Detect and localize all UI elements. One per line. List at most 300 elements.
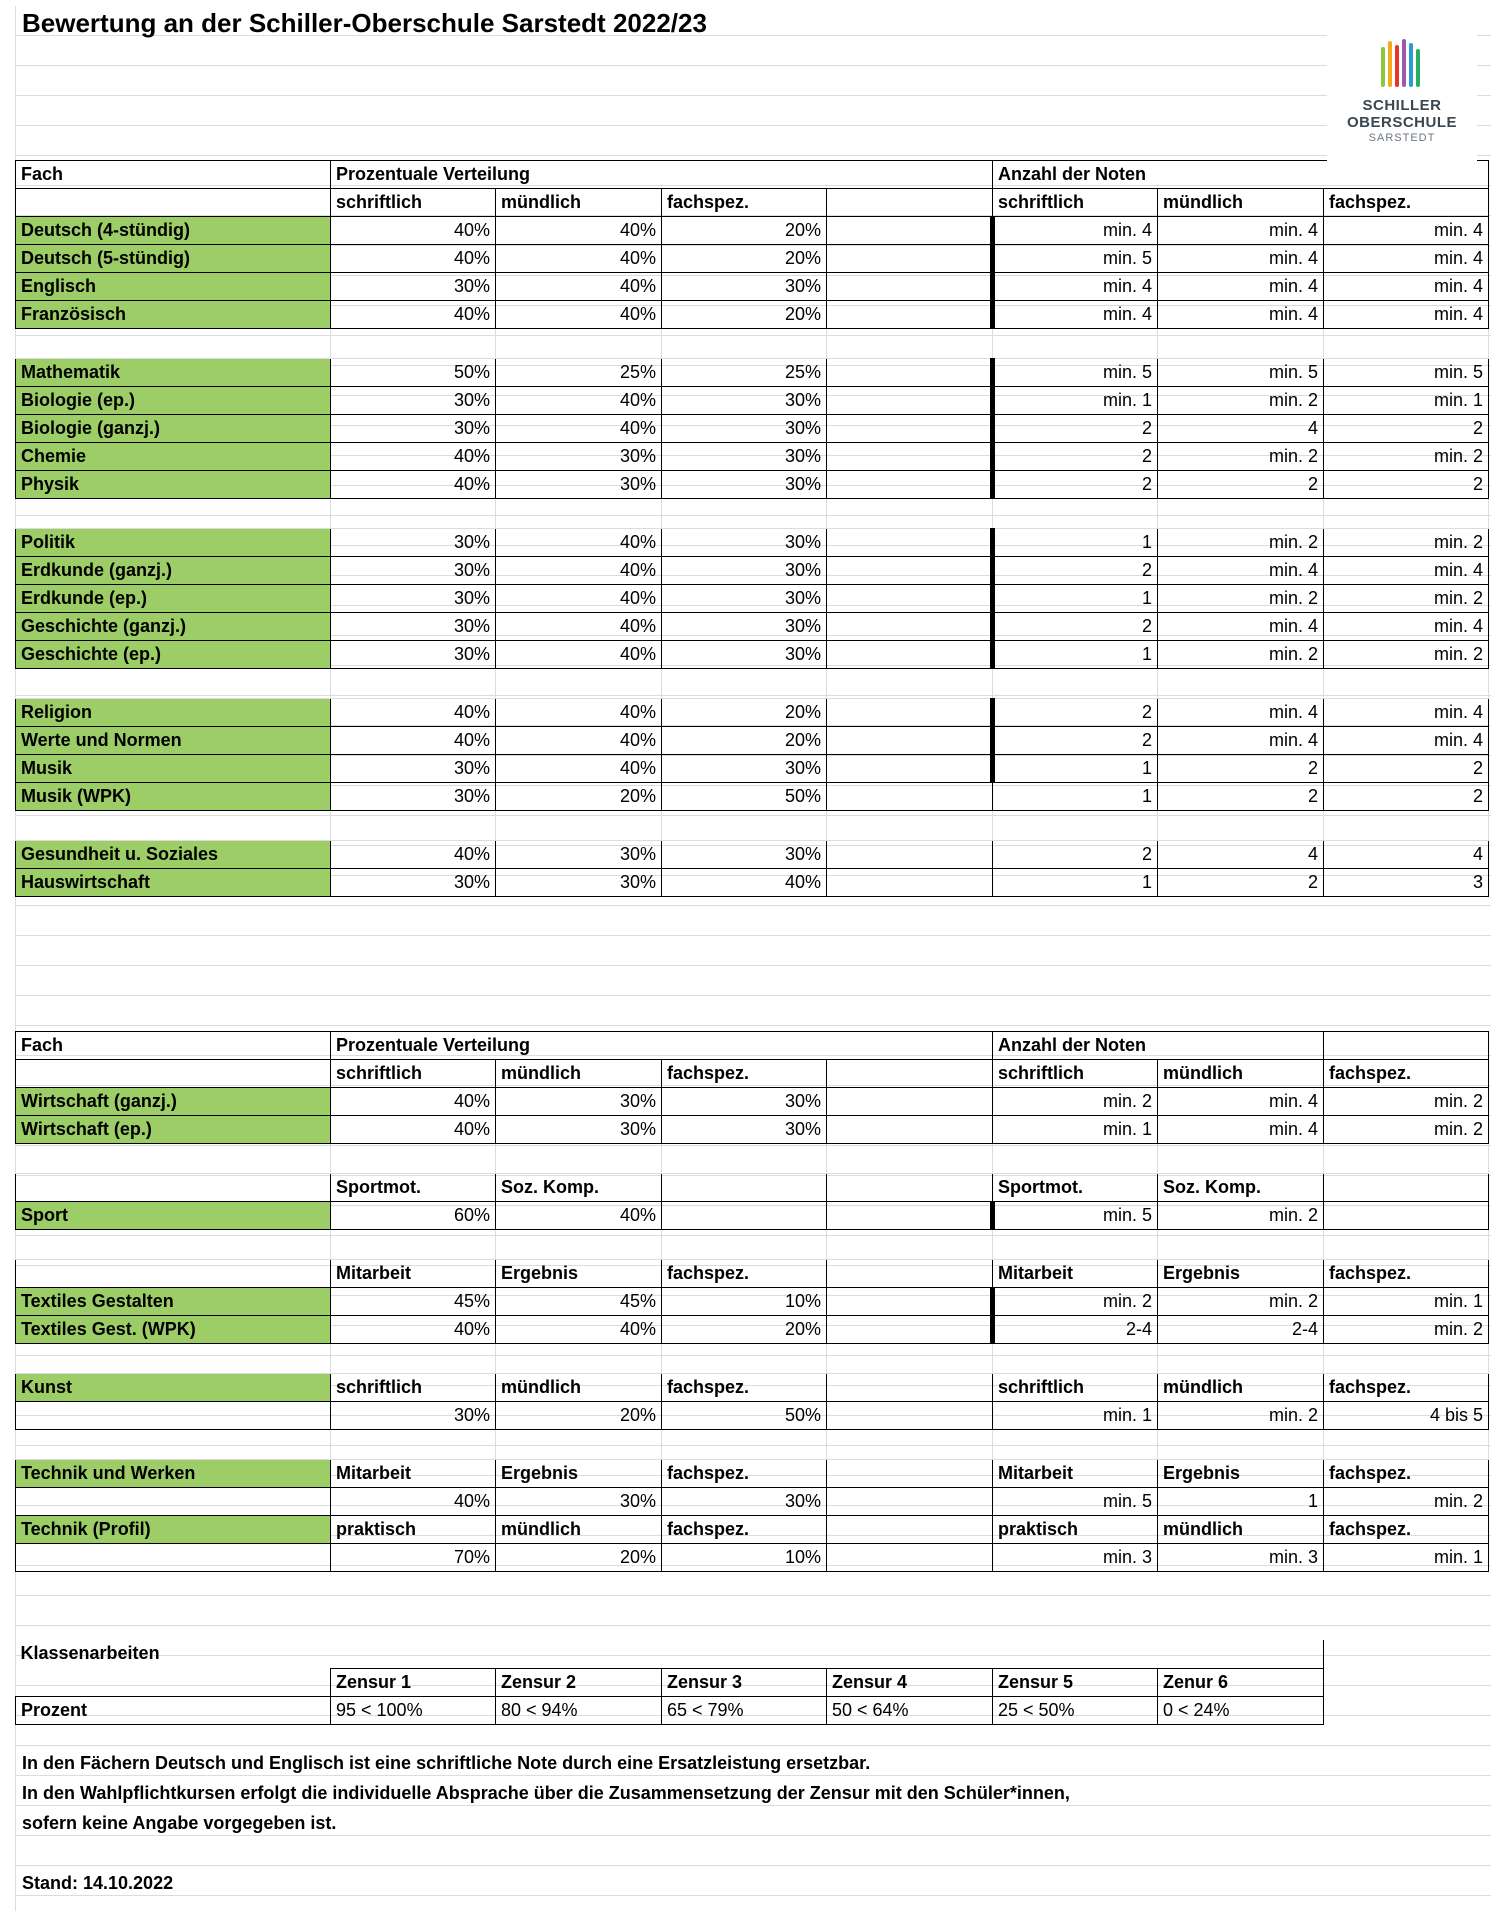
count-cell: min. 2 <box>1324 529 1489 557</box>
subject-name: Englisch <box>16 273 331 301</box>
percent-cell: 40% <box>496 755 662 783</box>
table-row <box>16 755 1489 783</box>
percent-cell: 40% <box>331 841 496 869</box>
subheader-count-schriftlich: schriftlich <box>993 1060 1158 1088</box>
count-cell: min. 5 <box>993 1488 1158 1516</box>
percent-cell: 30% <box>662 755 827 783</box>
subject-name: Physik <box>16 471 331 499</box>
empty-cell <box>1324 669 1489 699</box>
klassen-label-row <box>16 1640 1324 1668</box>
subject-name: Musik (WPK) <box>16 783 331 811</box>
spacer-row <box>16 1430 1489 1460</box>
empty-cell <box>827 557 993 585</box>
percent-cell: 40% <box>331 245 496 273</box>
subheader-cell: mündlich <box>1158 1374 1324 1402</box>
percent-cell: 20% <box>662 217 827 245</box>
count-cell: 1 <box>993 641 1158 669</box>
percent-cell: 40% <box>331 1488 496 1516</box>
empty-cell <box>827 217 993 245</box>
table-row <box>16 1116 1489 1144</box>
subject-name: Geschichte (ep.) <box>16 641 331 669</box>
count-cell: 1 <box>993 529 1158 557</box>
percent-cell: 30% <box>331 869 496 897</box>
count-cell: min. 4 <box>1324 557 1489 585</box>
stand-date: Stand: 14.10.2022 <box>22 1873 174 1893</box>
count-cell: 1 <box>1158 1488 1324 1516</box>
empty-cell <box>827 415 993 443</box>
table-row <box>16 1316 1489 1344</box>
count-cell: min. 4 <box>1158 217 1324 245</box>
subject-name: Deutsch (4-stündig) <box>16 217 331 245</box>
subject-header-row <box>16 1374 1489 1402</box>
percent-cell: 30% <box>662 529 827 557</box>
count-cell: min. 2 <box>1158 387 1324 415</box>
subject-header-row <box>16 1516 1489 1544</box>
count-cell: min. 4 <box>993 301 1158 329</box>
subject-header-row <box>16 1460 1489 1488</box>
subheader-fachspez: fachspez. <box>662 1060 827 1088</box>
zensur-head: Zenur 6 <box>1158 1668 1324 1696</box>
subheader-cell: Ergebnis <box>1158 1260 1324 1288</box>
empty-cell <box>662 499 827 529</box>
table-row <box>16 841 1489 869</box>
empty-cell <box>993 1430 1158 1460</box>
percent-cell: 30% <box>662 1488 827 1516</box>
subheader-sportmot: Sportmot. <box>331 1174 496 1202</box>
empty-cell <box>16 189 331 217</box>
count-cell: 2 <box>993 443 1158 471</box>
percent-cell: 30% <box>331 557 496 585</box>
subheader-cell: Mitarbeit <box>331 1460 496 1488</box>
empty-cell <box>16 1144 331 1174</box>
empty-cell <box>1324 329 1489 359</box>
percent-cell: 10% <box>662 1544 827 1572</box>
percent-cell: 20% <box>662 1316 827 1344</box>
percent-cell: 30% <box>331 415 496 443</box>
empty-cell <box>827 1060 993 1088</box>
percent-cell: 30% <box>496 1488 662 1516</box>
subheader-cell: fachspez. <box>1324 1516 1489 1544</box>
empty-cell <box>827 811 993 841</box>
empty-cell <box>827 727 993 755</box>
empty-cell <box>827 841 993 869</box>
subject-name: Textiles Gestalten <box>16 1288 331 1316</box>
empty-cell <box>1324 1032 1489 1060</box>
subheader-count-fachspez: fachspez. <box>1324 1060 1489 1088</box>
count-cell: min. 4 <box>1324 301 1489 329</box>
empty-cell <box>16 1544 331 1572</box>
empty-cell <box>16 1668 331 1696</box>
percent-cell: 30% <box>496 471 662 499</box>
subheader-soz-komp: Soz. Komp. <box>496 1174 662 1202</box>
empty-cell <box>827 189 993 217</box>
klassen-row-label: Prozent <box>16 1696 331 1724</box>
percent-cell: 30% <box>331 387 496 415</box>
empty-cell <box>496 669 662 699</box>
header-fach: Fach <box>16 161 331 189</box>
empty-cell <box>827 1344 993 1374</box>
percent-cell: 40% <box>496 415 662 443</box>
subject-name: Religion <box>16 699 331 727</box>
empty-cell <box>1158 1230 1324 1260</box>
table-row <box>16 359 1489 387</box>
count-cell: min. 2 <box>1324 1488 1489 1516</box>
count-cell: min. 2 <box>993 1288 1158 1316</box>
table-header-row <box>16 161 1489 189</box>
empty-cell <box>1158 1344 1324 1374</box>
count-cell: min. 5 <box>993 359 1158 387</box>
percent-cell: 40% <box>496 273 662 301</box>
empty-cell <box>827 245 993 273</box>
table-row <box>16 1088 1489 1116</box>
empty-cell <box>827 1202 993 1230</box>
table-row <box>16 217 1489 245</box>
empty-cell <box>662 1344 827 1374</box>
subject-name: Deutsch (5-stündig) <box>16 245 331 273</box>
zensur-head: Zensur 2 <box>496 1668 662 1696</box>
school-logo <box>1327 25 1477 165</box>
subheader-cell: fachspez. <box>1324 1374 1489 1402</box>
empty-cell <box>331 1230 496 1260</box>
empty-cell <box>1324 1174 1489 1202</box>
table-row <box>16 727 1489 755</box>
empty-cell <box>662 329 827 359</box>
count-cell: min. 2 <box>1324 585 1489 613</box>
empty-cell <box>16 499 331 529</box>
empty-cell <box>1324 1144 1489 1174</box>
table-subheader-row <box>16 1060 1489 1088</box>
percent-cell: 30% <box>331 613 496 641</box>
empty-cell <box>827 1488 993 1516</box>
percent-cell: 30% <box>662 387 827 415</box>
empty-cell <box>827 1316 993 1344</box>
empty-cell <box>331 1430 496 1460</box>
empty-cell <box>496 499 662 529</box>
count-cell: min. 1 <box>993 1402 1158 1430</box>
count-cell: min. 4 <box>1158 301 1324 329</box>
count-cell: min. 5 <box>1324 359 1489 387</box>
subheader-cell: fachspez. <box>662 1460 827 1488</box>
subheader-count-soz-komp: Soz. Komp. <box>1158 1174 1324 1202</box>
subheader-cell: fachspez. <box>1324 1260 1489 1288</box>
count-cell: min. 1 <box>1324 1544 1489 1572</box>
percent-cell: 40% <box>331 727 496 755</box>
header-prozent: Prozentuale Verteilung <box>331 1032 993 1060</box>
subject-name: Wirtschaft (ganzj.) <box>16 1088 331 1116</box>
grading-table-main <box>15 160 1489 897</box>
subheader-count-muendlich: mündlich <box>1158 1060 1324 1088</box>
empty-cell <box>16 669 331 699</box>
spacer-row <box>16 811 1489 841</box>
count-cell: 1 <box>993 869 1158 897</box>
subject-name: Gesundheit u. Soziales <box>16 841 331 869</box>
percent-cell: 40% <box>331 699 496 727</box>
percent-cell: 50% <box>331 359 496 387</box>
percent-cell: 30% <box>662 1116 827 1144</box>
percent-cell: 40% <box>496 557 662 585</box>
table-row <box>16 1202 1489 1230</box>
empty-cell <box>496 811 662 841</box>
percent-cell: 40% <box>331 1088 496 1116</box>
count-cell: 2 <box>993 841 1158 869</box>
count-cell: 2-4 <box>993 1316 1158 1344</box>
percent-cell: 30% <box>331 273 496 301</box>
empty-cell <box>16 1430 331 1460</box>
count-cell: min. 4 <box>1158 557 1324 585</box>
empty-cell <box>827 1088 993 1116</box>
subject-name: Erdkunde (ep.) <box>16 585 331 613</box>
empty-cell <box>1324 1230 1489 1260</box>
empty-cell <box>1158 1144 1324 1174</box>
empty-cell <box>827 387 993 415</box>
percent-cell: 40% <box>496 217 662 245</box>
empty-cell <box>827 585 993 613</box>
subheader-cell: mündlich <box>496 1374 662 1402</box>
percent-cell: 50% <box>662 783 827 811</box>
percent-cell: 30% <box>496 841 662 869</box>
count-cell: min. 4 <box>1158 1116 1324 1144</box>
percent-cell: 30% <box>331 641 496 669</box>
count-cell: min. 2 <box>1158 443 1324 471</box>
count-cell: min. 2 <box>1324 641 1489 669</box>
subheader-cell: praktisch <box>993 1516 1158 1544</box>
empty-cell <box>331 1144 496 1174</box>
count-cell: 4 <box>1158 841 1324 869</box>
empty-cell <box>827 359 993 387</box>
empty-cell <box>16 1174 331 1202</box>
percent-cell: 30% <box>496 1088 662 1116</box>
empty-cell <box>1158 811 1324 841</box>
header-anzahl: Anzahl der Noten <box>993 1032 1324 1060</box>
count-cell: 2 <box>993 415 1158 443</box>
note-2: In den Wahlpflichtkursen erfolgt die individuelle Absprache über die Zusammensetzung der Zensur mit den Schüler*innen, <box>22 1783 1070 1803</box>
percent-cell: 40% <box>331 1316 496 1344</box>
subheader-cell: Ergebnis <box>496 1260 662 1288</box>
zensur-range: 95 < 100% <box>331 1696 496 1724</box>
logo-line-3: SARSTEDT <box>1368 132 1436 144</box>
count-cell: min. 4 <box>1324 699 1489 727</box>
logo-line-2: OBERSCHULE <box>1346 114 1457 131</box>
table-row <box>16 245 1489 273</box>
table-row <box>16 301 1489 329</box>
subheader-muendlich: mündlich <box>496 189 662 217</box>
empty-cell <box>827 869 993 897</box>
spacer-row <box>16 1144 1489 1174</box>
percent-cell: 30% <box>662 273 827 301</box>
percent-cell: 40% <box>496 1202 662 1230</box>
zensur-head: Zensur 1 <box>331 1668 496 1696</box>
header-anzahl: Anzahl der Noten <box>993 161 1489 189</box>
percent-cell: 25% <box>496 359 662 387</box>
count-cell: min. 2 <box>1324 443 1489 471</box>
percent-cell: 20% <box>662 245 827 273</box>
count-cell: min. 4 <box>1324 727 1489 755</box>
subheader-cell: Mitarbeit <box>993 1460 1158 1488</box>
percent-cell: 25% <box>662 359 827 387</box>
empty-cell <box>16 1060 331 1088</box>
count-cell: 2 <box>1324 755 1489 783</box>
count-cell: 4 bis 5 <box>1324 1402 1489 1430</box>
table-row <box>16 699 1489 727</box>
table-row <box>16 869 1489 897</box>
table-row <box>16 613 1489 641</box>
empty-cell <box>993 1344 1158 1374</box>
subheader-cell: Ergebnis <box>496 1460 662 1488</box>
count-cell: min. 2 <box>1158 529 1324 557</box>
logo-line-1: SCHILLER <box>1362 97 1442 114</box>
count-cell: min. 4 <box>1324 245 1489 273</box>
empty-cell <box>1158 329 1324 359</box>
empty-cell <box>993 811 1158 841</box>
empty-cell <box>827 1144 993 1174</box>
count-cell: min. 4 <box>1158 273 1324 301</box>
subheader-schriftlich: schriftlich <box>331 189 496 217</box>
note-1: In den Fächern Deutsch und Englisch ist eine schriftliche Note durch eine Ersatzleistung ersetzbar. <box>22 1753 871 1773</box>
count-cell: min. 4 <box>1158 727 1324 755</box>
count-cell: min. 4 <box>1324 217 1489 245</box>
table-row <box>16 641 1489 669</box>
count-cell: 2 <box>993 613 1158 641</box>
percent-cell: 70% <box>331 1544 496 1572</box>
count-cell: min. 5 <box>1158 359 1324 387</box>
empty-cell <box>827 1174 993 1202</box>
table-header-row <box>16 1032 1489 1060</box>
count-cell: 2 <box>1324 471 1489 499</box>
count-cell: min. 2 <box>1158 585 1324 613</box>
zensur-head: Zensur 3 <box>662 1668 827 1696</box>
subheader-schriftlich: schriftlich <box>331 1060 496 1088</box>
count-cell: min. 5 <box>993 1202 1158 1230</box>
grading-table-secondary <box>15 1031 1489 1572</box>
header-prozent: Prozentuale Verteilung <box>331 161 993 189</box>
percent-cell: 30% <box>662 585 827 613</box>
percent-cell: 40% <box>662 869 827 897</box>
count-cell: min. 4 <box>1158 245 1324 273</box>
table-row <box>16 273 1489 301</box>
percent-cell: 30% <box>496 1116 662 1144</box>
empty-cell <box>331 499 496 529</box>
percent-cell: 30% <box>662 613 827 641</box>
zensur-range: 80 < 94% <box>496 1696 662 1724</box>
count-cell: 2 <box>993 699 1158 727</box>
empty-cell <box>827 1288 993 1316</box>
empty-cell <box>662 1430 827 1460</box>
subject-name: Mathematik <box>16 359 331 387</box>
percent-cell: 40% <box>496 245 662 273</box>
percent-cell: 10% <box>662 1288 827 1316</box>
empty-cell <box>827 1402 993 1430</box>
table-row <box>16 585 1489 613</box>
count-cell: min. 4 <box>1158 699 1324 727</box>
spacer-row <box>16 1230 1489 1260</box>
subheader-count-muendlich: mündlich <box>1158 189 1324 217</box>
empty-cell <box>827 443 993 471</box>
zensur-range: 0 < 24% <box>1158 1696 1324 1724</box>
subject-name: Politik <box>16 529 331 557</box>
percent-cell: 60% <box>331 1202 496 1230</box>
percent-cell: 50% <box>662 1402 827 1430</box>
count-cell: 1 <box>993 585 1158 613</box>
empty-cell <box>827 783 993 811</box>
percent-cell: 40% <box>331 471 496 499</box>
subject-name: Textiles Gest. (WPK) <box>16 1316 331 1344</box>
percent-cell: 30% <box>662 1088 827 1116</box>
count-cell: min. 2 <box>1158 1288 1324 1316</box>
subheader-cell: schriftlich <box>331 1374 496 1402</box>
subject-name: Biologie (ganzj.) <box>16 415 331 443</box>
percent-cell: 40% <box>496 301 662 329</box>
percent-cell: 30% <box>331 529 496 557</box>
subject-name: Technik (Profil) <box>16 1516 331 1544</box>
percent-cell: 20% <box>496 1402 662 1430</box>
subject-name: Sport <box>16 1202 331 1230</box>
count-cell: min. 4 <box>1158 1088 1324 1116</box>
empty-cell <box>1324 811 1489 841</box>
subheader-cell: Mitarbeit <box>993 1260 1158 1288</box>
subject-name: Chemie <box>16 443 331 471</box>
empty-cell <box>827 1260 993 1288</box>
count-cell: min. 5 <box>993 245 1158 273</box>
empty-cell <box>827 755 993 783</box>
count-cell: 2 <box>993 557 1158 585</box>
header-fach: Fach <box>16 1032 331 1060</box>
percent-cell: 40% <box>496 641 662 669</box>
count-cell: min. 1 <box>1324 387 1489 415</box>
empty-cell <box>827 471 993 499</box>
subheader-cell: Mitarbeit <box>331 1260 496 1288</box>
count-cell: 2 <box>993 471 1158 499</box>
table-row <box>16 529 1489 557</box>
count-cell: 2 <box>1324 783 1489 811</box>
empty-cell <box>827 641 993 669</box>
subheader-fachspez: fachspez. <box>662 189 827 217</box>
klassen-label: Klassenarbeiten <box>16 1640 1324 1668</box>
count-cell: 1 <box>993 783 1158 811</box>
zensur-range: 25 < 50% <box>993 1696 1158 1724</box>
subheader-cell: fachspez. <box>662 1374 827 1402</box>
klassenarbeiten-table <box>15 1640 1324 1725</box>
subject-name: Hauswirtschaft <box>16 869 331 897</box>
percent-cell: 30% <box>496 869 662 897</box>
count-cell: min. 2 <box>1324 1316 1489 1344</box>
percent-cell: 40% <box>496 529 662 557</box>
klassen-values-row <box>16 1696 1324 1724</box>
percent-cell: 30% <box>496 443 662 471</box>
zensur-head: Zensur 5 <box>993 1668 1158 1696</box>
logo-bars-icon <box>1379 37 1423 87</box>
count-cell: min. 3 <box>1158 1544 1324 1572</box>
percent-cell: 40% <box>331 443 496 471</box>
subheader-count-schriftlich: schriftlich <box>993 189 1158 217</box>
percent-cell: 40% <box>331 217 496 245</box>
subheader-muendlich: mündlich <box>496 1060 662 1088</box>
count-cell: min. 2 <box>1324 1116 1489 1144</box>
subheader-cell: fachspez. <box>662 1260 827 1288</box>
percent-cell: 45% <box>496 1288 662 1316</box>
percent-cell: 30% <box>662 471 827 499</box>
empty-cell <box>496 1144 662 1174</box>
table-subheader-row <box>16 189 1489 217</box>
table-row <box>16 471 1489 499</box>
empty-cell <box>827 529 993 557</box>
percent-cell: 30% <box>331 755 496 783</box>
count-cell: 3 <box>1324 869 1489 897</box>
count-cell: min. 1 <box>993 1116 1158 1144</box>
percent-cell: 30% <box>331 1402 496 1430</box>
empty-cell <box>827 1374 993 1402</box>
percent-cell: 40% <box>331 1116 496 1144</box>
count-cell: 2 <box>1158 869 1324 897</box>
